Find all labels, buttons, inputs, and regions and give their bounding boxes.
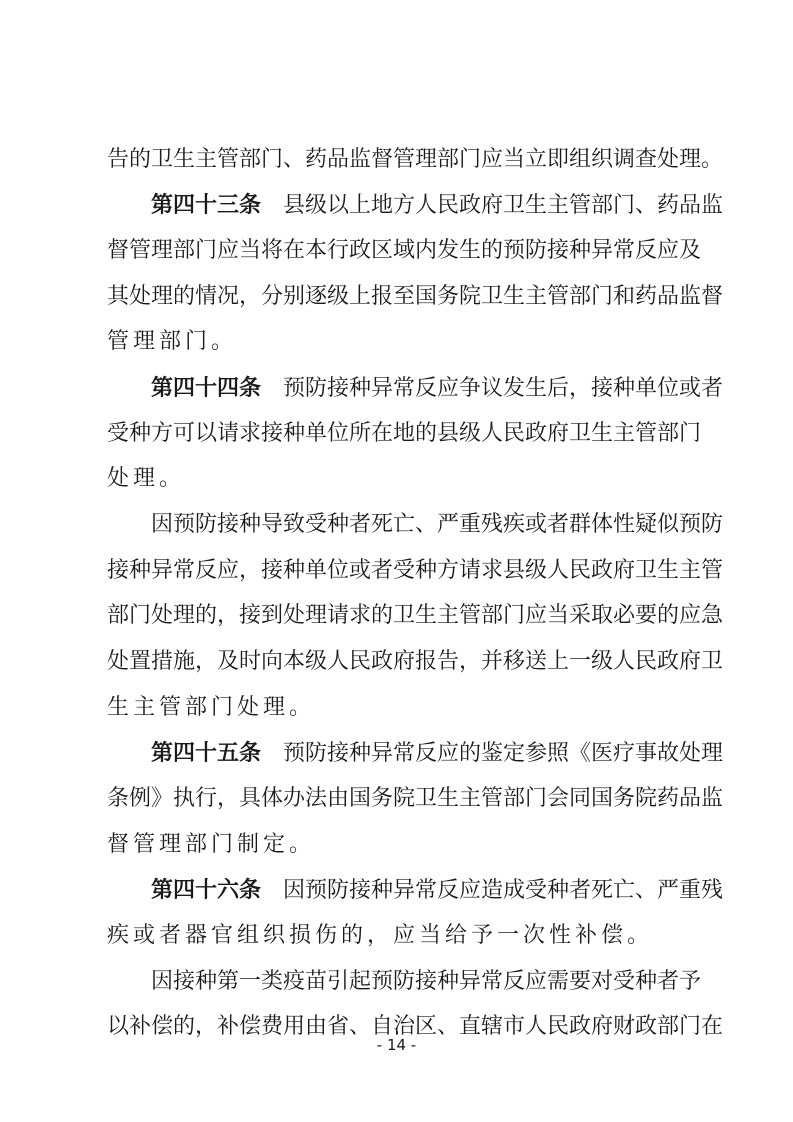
text-line: [107, 140, 724, 180]
text-line-article-46: [151, 870, 724, 910]
line-text: 督管理部门应当将在本行政区域内发生的预防接种异常反应及: [107, 238, 702, 263]
line-text: 告的卫生主管部门、药品监督管理部门应当立即组织调查处理。: [107, 147, 724, 172]
text-line: [107, 916, 687, 956]
text-line: [151, 962, 702, 1002]
text-line: [107, 414, 702, 454]
line-text: 以补偿的，补偿费用由省、自治区、直辖市人民政府财政部门在: [107, 1014, 724, 1039]
line-text: 接种异常反应，接种单位或者受种方请求县级人民政府卫生主管: [107, 558, 724, 583]
line-text: 因预防接种异常反应造成受种者死亡、严重残: [283, 878, 724, 903]
line-text: 条例》执行，具体办法由国务院卫生主管部门会同国务院药品监: [107, 786, 724, 811]
text-line: [107, 596, 724, 636]
line-text: 管理部门。: [107, 329, 238, 354]
text-line: [107, 688, 687, 728]
line-text: 预防接种异常反应争议发生后，接种单位或者: [283, 376, 724, 401]
line-text: 因预防接种导致受种者死亡、严重残疾或者群体性疑似预防: [151, 512, 724, 537]
line-text: 生主管部门处理。: [107, 695, 316, 720]
line-text: 预防接种异常反应的鉴定参照《医疗事故处理: [283, 741, 724, 766]
line-text: 县级以上地方人民政府卫生主管部门、药品监: [283, 193, 724, 218]
text-line: [107, 231, 702, 271]
text-line-article-44: [151, 368, 724, 408]
line-text: 处置措施，及时向本级人民政府报告，并移送上一级人民政府卫: [107, 649, 724, 674]
text-line: [107, 825, 687, 865]
text-line-article-45: [151, 733, 724, 773]
text-line: [107, 459, 687, 499]
text-line: [107, 779, 724, 819]
line-text: 处理。: [107, 466, 186, 491]
text-line: [107, 322, 687, 362]
text-line-article-43: [151, 185, 724, 225]
line-text: 其处理的情况，分别逐级上报至国务院卫生主管部门和药品监督: [107, 284, 724, 309]
article-heading: 第四十五条: [151, 740, 262, 766]
line-text: 因接种第一类疫苗引起预防接种异常反应需要对受种者予: [151, 969, 702, 994]
page-number: - 14 -: [376, 1036, 417, 1054]
article-heading: 第四十四条: [151, 375, 262, 401]
line-text: 督管理部门制定。: [107, 832, 316, 857]
text-line: [107, 551, 724, 591]
text-line: [107, 642, 724, 682]
line-text: 受种方可以请求接种单位所在地的县级人民政府卫生主管部门: [107, 421, 702, 446]
text-line: [151, 505, 724, 545]
text-line: [107, 277, 724, 317]
line-text: 疾或者器官组织损伤的，应当给予一次性补偿。: [107, 923, 654, 948]
article-heading: 第四十三条: [151, 192, 262, 218]
line-text: 部门处理的，接到处理请求的卫生主管部门应当采取必要的应急: [107, 603, 724, 628]
article-heading: 第四十六条: [151, 877, 262, 903]
